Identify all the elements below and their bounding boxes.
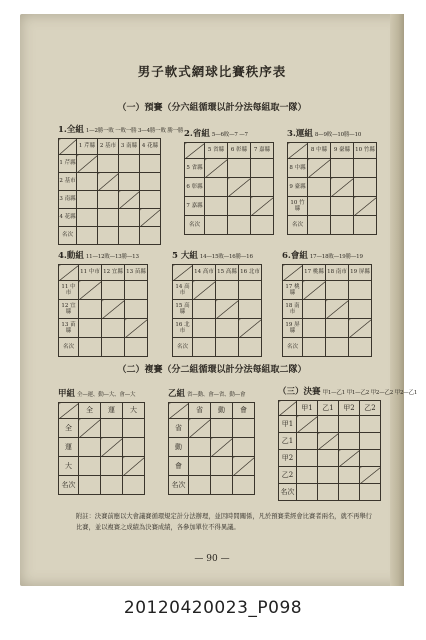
self-match-cell (101, 438, 123, 457)
grid-corner-cell (288, 143, 308, 159)
result-cell (303, 300, 326, 319)
rank-cell (326, 338, 349, 357)
column-header: 甲1 (297, 401, 318, 416)
rank-cell (349, 338, 372, 357)
self-match-cell (79, 419, 101, 438)
result-cell (102, 319, 125, 338)
final-group-heading: （三）決賽 甲1—乙1 甲1—乙2 甲2—乙2 甲2—乙1 (278, 387, 418, 397)
rank-row-label: 名次 (59, 227, 77, 245)
round-robin-grid (58, 402, 145, 495)
rank-row-label: 名次 (283, 338, 303, 357)
column-header: 全 (79, 403, 101, 419)
column-header: 11 中市 (79, 265, 102, 281)
self-match-cell (125, 319, 148, 338)
column-header: 4 花縣 (140, 139, 161, 155)
row-header: 9 臺縣 (288, 178, 308, 197)
self-match-cell (77, 155, 98, 173)
result-cell (233, 419, 255, 438)
result-cell (297, 467, 318, 484)
result-cell (216, 281, 239, 300)
column-header: 12 宜縣 (102, 265, 125, 281)
result-cell (119, 155, 140, 173)
self-match-cell (251, 197, 274, 216)
grid-corner-cell (59, 139, 77, 155)
result-cell (303, 319, 326, 338)
row-header: 全 (59, 419, 79, 438)
rank-row-label: 名次 (279, 484, 297, 501)
row-header: 4 花縣 (59, 209, 77, 227)
self-match-cell (360, 467, 381, 484)
row-header: 運 (59, 438, 79, 457)
self-match-cell (228, 178, 251, 197)
row-header: 甲2 (279, 450, 297, 467)
result-cell (125, 281, 148, 300)
result-cell (189, 438, 211, 457)
self-match-cell (233, 457, 255, 476)
grid-corner-cell (279, 401, 297, 416)
result-cell (98, 191, 119, 209)
round-robin-grid (278, 400, 381, 501)
rank-cell (98, 227, 119, 245)
rank-row-label: 名次 (288, 216, 308, 235)
row-header: 13 苗縣 (59, 319, 79, 338)
column-header: 甲2 (339, 401, 360, 416)
round-robin-grid (58, 138, 161, 245)
round-robin-grid (168, 402, 255, 495)
result-cell (318, 467, 339, 484)
group-heading: 4.動組 11—12敗—13勝—13 (58, 251, 139, 261)
rank-cell (354, 216, 377, 235)
result-cell (360, 450, 381, 467)
result-cell (339, 433, 360, 450)
footnote: 附註：決賽前應以大會議賽循環規定計分法辦理，並因時間關係，凡於預賽業經會比賽者兩名，就不再舉行比賽，並以複賽之成績為決賽成績，各參加單位不得異議。 (76, 513, 372, 531)
self-match-cell (349, 319, 372, 338)
rank-cell (228, 216, 251, 235)
result-cell (140, 155, 161, 173)
group-heading: 2.省組 5—6敗—7 —7 (184, 129, 248, 139)
self-match-cell (102, 300, 125, 319)
self-match-cell (308, 159, 331, 178)
rank-cell (233, 476, 255, 495)
rank-cell (189, 476, 211, 495)
result-cell (251, 178, 274, 197)
self-match-cell (211, 438, 233, 457)
column-header: 5 省縣 (205, 143, 228, 159)
self-match-cell (326, 300, 349, 319)
result-cell (79, 457, 101, 476)
scanned-page (20, 14, 418, 586)
column-header: 1 芹縣 (77, 139, 98, 155)
column-header: 18 南市 (326, 265, 349, 281)
column-header: 會 (233, 403, 255, 419)
round-robin-grid (172, 264, 262, 357)
result-cell (102, 281, 125, 300)
result-cell (360, 416, 381, 433)
row-header: 6 彰縣 (185, 178, 205, 197)
self-match-cell (205, 159, 228, 178)
round-robin-grid (184, 142, 274, 235)
result-cell (339, 416, 360, 433)
result-cell (79, 438, 101, 457)
result-cell (354, 178, 377, 197)
result-cell (339, 467, 360, 484)
row-header: 大 (59, 457, 79, 476)
result-cell (297, 433, 318, 450)
result-cell (98, 155, 119, 173)
result-cell (239, 300, 262, 319)
rank-cell (331, 216, 354, 235)
column-header: 運 (101, 403, 123, 419)
row-header: 11 中市 (59, 281, 79, 300)
result-cell (119, 209, 140, 227)
column-header: 3 南縣 (119, 139, 140, 155)
self-match-cell (79, 281, 102, 300)
rank-cell (102, 338, 125, 357)
final-group-heading: 甲組 全—運、動—大、會—大 (58, 389, 136, 399)
rank-cell (308, 216, 331, 235)
row-header: 3 南縣 (59, 191, 77, 209)
result-cell (189, 457, 211, 476)
row-header: 乙2 (279, 467, 297, 484)
result-cell (318, 450, 339, 467)
group-heading: 1.全組 1—2勝一敗 一敗一勝 3—4勝一敗 勝一勝 (58, 125, 184, 135)
rank-cell (251, 216, 274, 235)
group-heading: 5 大組 14—15敗—16勝—16 (172, 251, 253, 261)
rank-cell (77, 227, 98, 245)
column-header: 19 屏縣 (349, 265, 372, 281)
result-cell (239, 281, 262, 300)
grid-corner-cell (59, 265, 79, 281)
rank-cell (79, 476, 101, 495)
row-header: 省 (169, 419, 189, 438)
column-header: 16 北市 (239, 265, 262, 281)
result-cell (211, 457, 233, 476)
rank-cell (303, 338, 326, 357)
result-cell (77, 191, 98, 209)
row-header: 甲1 (279, 416, 297, 433)
rank-cell (205, 216, 228, 235)
result-cell (101, 419, 123, 438)
result-cell (318, 416, 339, 433)
column-header: 14 高市 (193, 265, 216, 281)
result-cell (79, 319, 102, 338)
result-cell (205, 197, 228, 216)
rank-cell (101, 476, 123, 495)
row-header: 5 省縣 (185, 159, 205, 178)
column-header: 6 彰縣 (228, 143, 251, 159)
self-match-cell (297, 416, 318, 433)
page-title: 男子軟式網球比賽秩序表 (137, 64, 287, 79)
grid-corner-cell (185, 143, 205, 159)
result-cell (251, 159, 274, 178)
result-cell (193, 300, 216, 319)
result-cell (349, 300, 372, 319)
result-cell (308, 197, 331, 216)
result-cell (354, 159, 377, 178)
result-cell (331, 159, 354, 178)
result-cell (308, 178, 331, 197)
self-match-cell (354, 197, 377, 216)
round-robin-grid (282, 264, 372, 357)
result-cell (140, 191, 161, 209)
result-cell (123, 438, 145, 457)
final-group-heading: 乙組 省—動、會—省、動—會 (168, 389, 246, 399)
column-header: 9 臺縣 (331, 143, 354, 159)
self-match-cell (216, 300, 239, 319)
row-header: 會 (169, 457, 189, 476)
rank-row-label: 名次 (59, 476, 79, 495)
result-cell (77, 173, 98, 191)
column-header: 7 嘉縣 (251, 143, 274, 159)
result-cell (193, 319, 216, 338)
result-cell (98, 209, 119, 227)
column-header: 17 桃縣 (303, 265, 326, 281)
result-cell (77, 209, 98, 227)
self-match-cell (331, 178, 354, 197)
rank-cell (297, 484, 318, 501)
result-cell (216, 319, 239, 338)
row-header: 動 (169, 438, 189, 457)
result-cell (233, 438, 255, 457)
rank-row-label: 名次 (169, 476, 189, 495)
self-match-cell (119, 191, 140, 209)
group-heading: 6.會組 17—18敗—19勝—19 (282, 251, 363, 261)
result-cell (331, 197, 354, 216)
rank-cell (123, 476, 145, 495)
column-header: 乙1 (318, 401, 339, 416)
result-cell (349, 281, 372, 300)
self-match-cell (123, 457, 145, 476)
archive-caption: 20120420023_P098 (123, 598, 303, 618)
column-header: 動 (211, 403, 233, 419)
row-header: 17 桃縣 (283, 281, 303, 300)
rank-row-label: 名次 (185, 216, 205, 235)
column-header: 13 苗縣 (125, 265, 148, 281)
self-match-cell (189, 419, 211, 438)
rank-cell (125, 338, 148, 357)
row-header: 18 南市 (283, 300, 303, 319)
result-cell (125, 300, 148, 319)
row-header: 12 宜縣 (59, 300, 79, 319)
grid-corner-cell (283, 265, 303, 281)
self-match-cell (318, 433, 339, 450)
row-header: 14 高市 (173, 281, 193, 300)
rank-cell (79, 338, 102, 357)
row-header: 7 嘉縣 (185, 197, 205, 216)
rank-cell (239, 338, 262, 357)
result-cell (205, 178, 228, 197)
self-match-cell (239, 319, 262, 338)
column-header: 2 基市 (98, 139, 119, 155)
rank-cell (211, 476, 233, 495)
column-header: 省 (189, 403, 211, 419)
self-match-cell (98, 173, 119, 191)
result-cell (326, 319, 349, 338)
book-spine-shadow (390, 14, 404, 586)
result-cell (211, 419, 233, 438)
grid-corner-cell (173, 265, 193, 281)
row-header: 15 高縣 (173, 300, 193, 319)
prelim-heading: （一）預賽（分六組循環以計分法每組取一隊） (117, 103, 307, 113)
self-match-cell (193, 281, 216, 300)
rank-cell (318, 484, 339, 501)
row-header: 19 屏縣 (283, 319, 303, 338)
final-heading: （二）複賽（分二組循環以計分法每組取二隊） (117, 365, 307, 375)
column-header: 8 中縣 (308, 143, 331, 159)
round-robin-grid (58, 264, 148, 357)
rank-cell (140, 227, 161, 245)
row-header: 乙1 (279, 433, 297, 450)
grid-corner-cell (59, 403, 79, 419)
self-match-cell (303, 281, 326, 300)
rank-cell (119, 227, 140, 245)
row-header: 8 中縣 (288, 159, 308, 178)
row-header: 16 北市 (173, 319, 193, 338)
result-cell (360, 433, 381, 450)
row-header: 2 基市 (59, 173, 77, 191)
grid-corner-cell (169, 403, 189, 419)
result-cell (326, 281, 349, 300)
column-header: 乙2 (360, 401, 381, 416)
self-match-cell (339, 450, 360, 467)
self-match-cell (140, 209, 161, 227)
result-cell (119, 173, 140, 191)
result-cell (79, 300, 102, 319)
column-header: 大 (123, 403, 145, 419)
result-cell (297, 450, 318, 467)
column-header: 10 竹縣 (354, 143, 377, 159)
column-header: 15 高縣 (216, 265, 239, 281)
group-heading: 3.運組 8—9敗—10勝—10 (287, 129, 362, 139)
result-cell (140, 173, 161, 191)
result-cell (101, 457, 123, 476)
round-robin-grid (287, 142, 377, 235)
rank-row-label: 名次 (173, 338, 193, 357)
rank-cell (339, 484, 360, 501)
result-cell (228, 159, 251, 178)
rank-cell (193, 338, 216, 357)
rank-cell (216, 338, 239, 357)
rank-row-label: 名次 (59, 338, 79, 357)
rank-cell (360, 484, 381, 501)
result-cell (228, 197, 251, 216)
result-cell (123, 419, 145, 438)
row-header: 1 芹縣 (59, 155, 77, 173)
page-number: — 90 — (194, 554, 230, 564)
row-header: 10 竹縣 (288, 197, 308, 216)
